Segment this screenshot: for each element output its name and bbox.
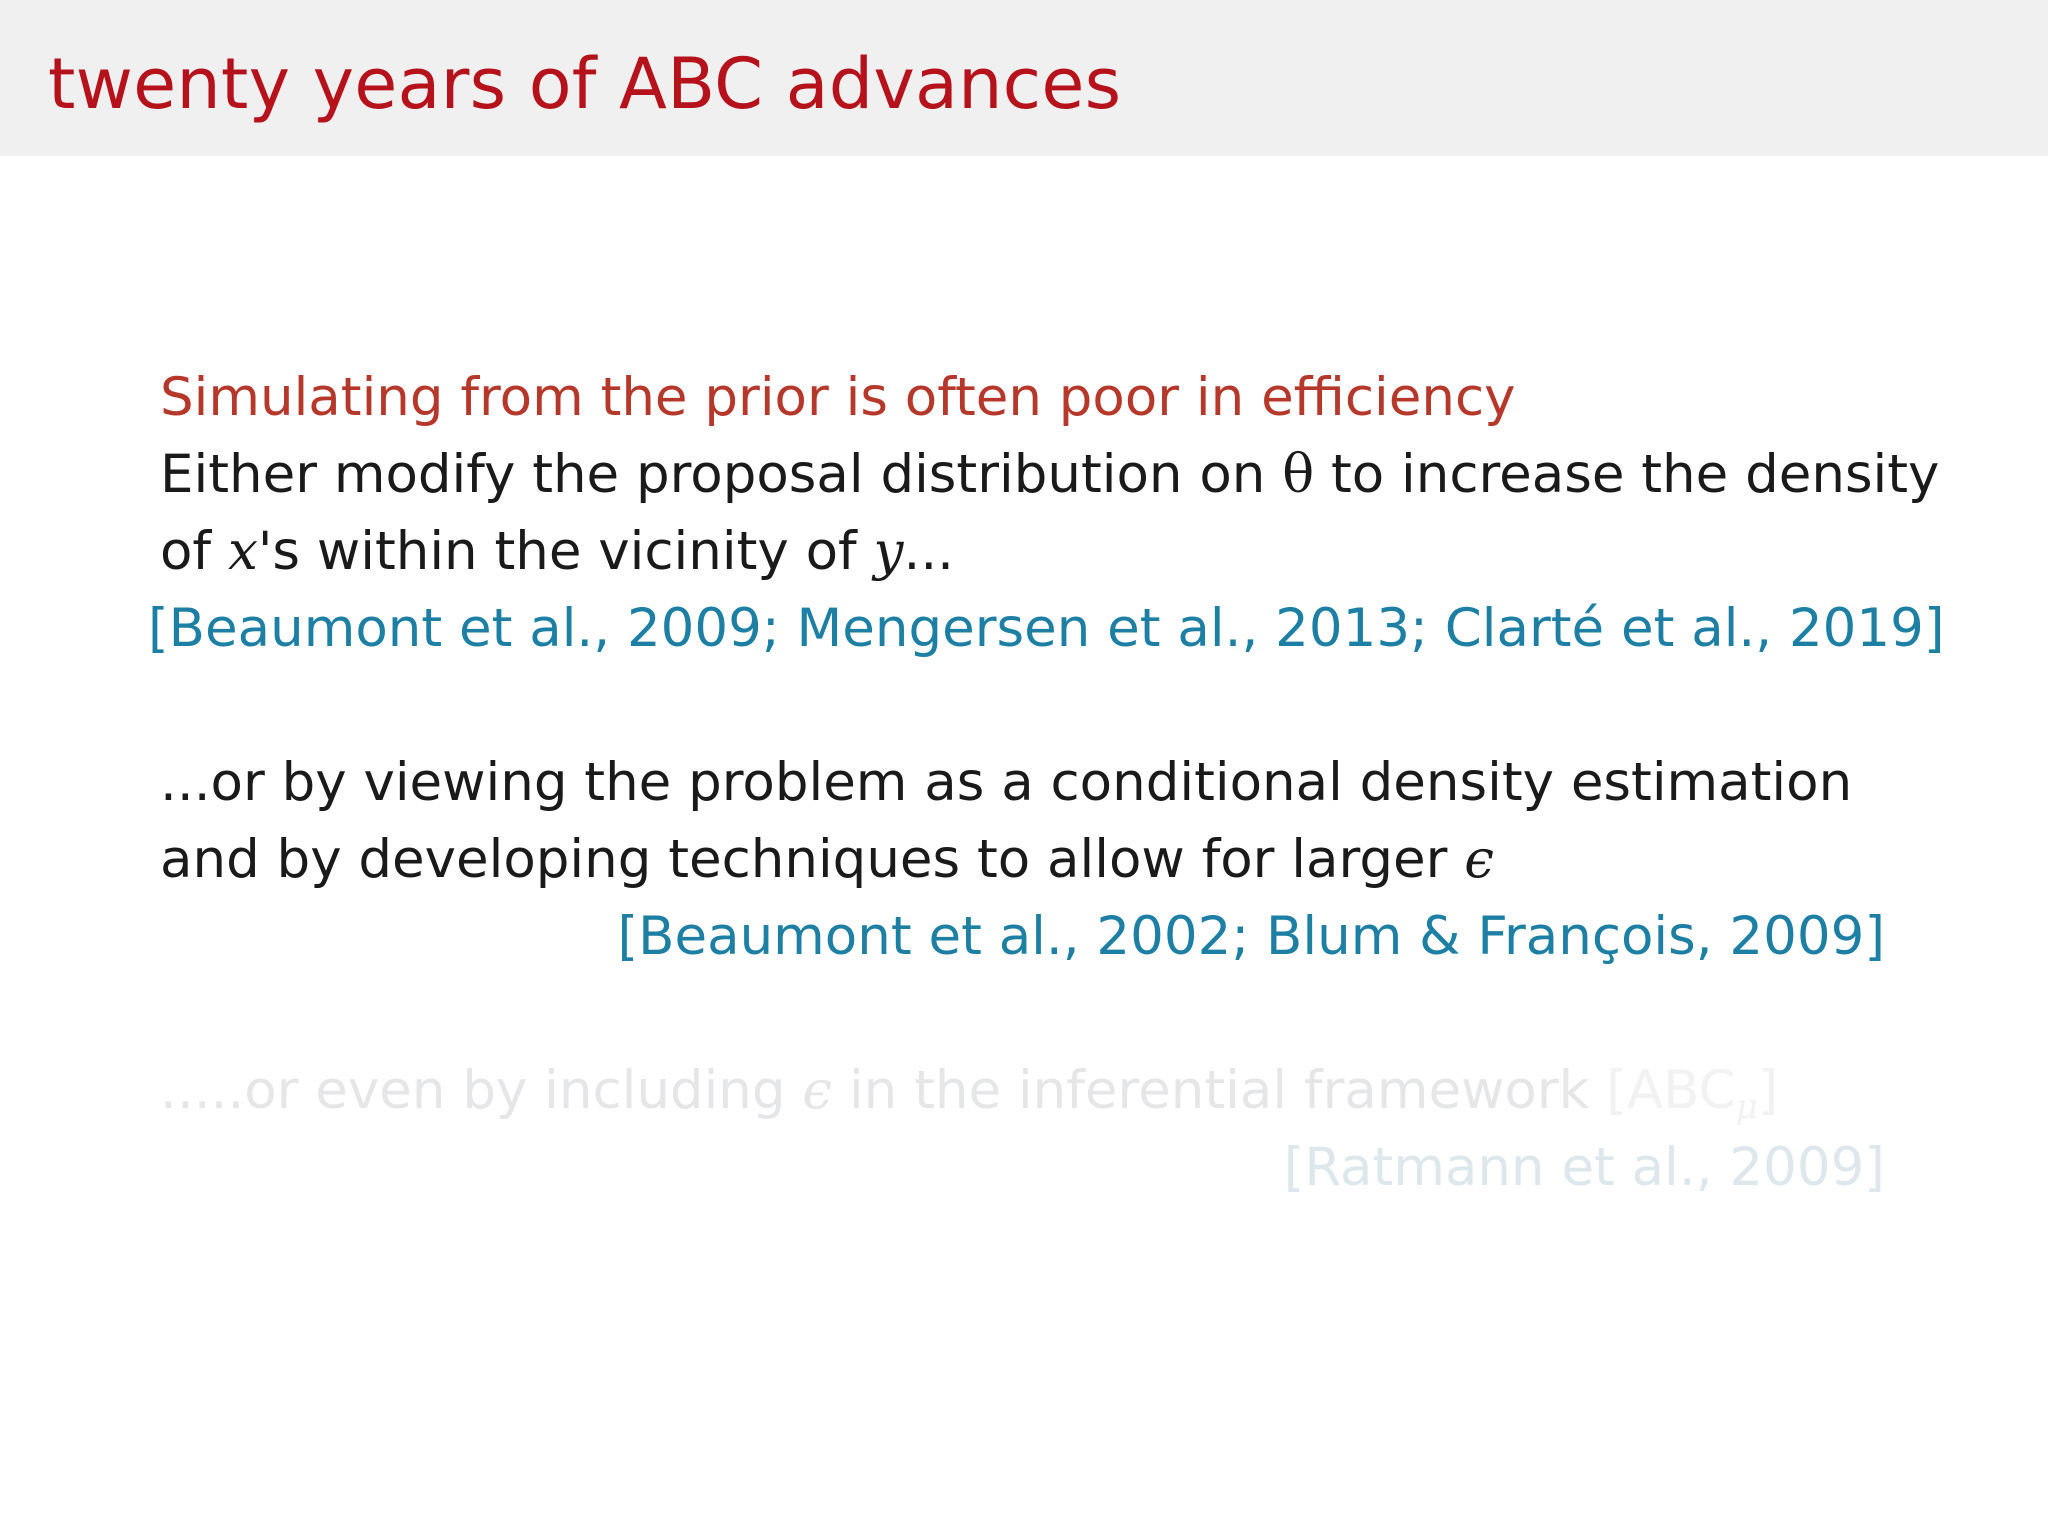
theta-symbol: θ [1282,444,1315,505]
block2-line1: ...or by viewing the problem as a conditional density estimation [160,752,1853,813]
block3-line1-prefix: .....or even by including [160,1060,786,1121]
block1-line1-prefix: Either modify the proposal distribution on [160,444,1266,505]
epsilon-symbol: ϵ [1464,829,1494,890]
var-y: y [873,521,904,582]
abc-subscript: μ [1735,1087,1758,1127]
block2-citation: [Beaumont et al., 2002; Blum & François, 2009] [617,906,1885,967]
block3-citation: [Ratmann et al., 2009] [1283,1137,1885,1198]
epsilon-symbol-faded: ϵ [802,1060,833,1121]
block1-line2 [160,514,954,590]
abc-mu-reference [1606,1060,1779,1127]
block1-heading: Simulating from the prior is often poor in efficiency [160,367,1516,428]
block1-line2-middle: 's within the vicinity of [257,521,857,582]
block1-line1 [160,437,1939,513]
slide-title: twenty years of ABC advances [48,43,1122,125]
block2-line2-prefix: and by developing techniques to allow for larger [160,829,1448,890]
block1-citation: [Beaumont et al., 2009; Mengersen et al., 2013; Clarté et al., 2019] [148,598,1945,659]
block1-line2-prefix: of [160,521,212,582]
block3-line1-suffix: in the inferential framework [848,1060,1590,1121]
block1-line2-suffix: ... [903,521,955,582]
title-bar [0,0,2048,156]
var-x: x [227,521,258,582]
block2-line2 [160,822,1494,898]
abc-label: [ABC [1606,1060,1736,1121]
abc-close: ] [1757,1060,1779,1121]
block1-line1-suffix: to increase the density [1330,444,1940,505]
